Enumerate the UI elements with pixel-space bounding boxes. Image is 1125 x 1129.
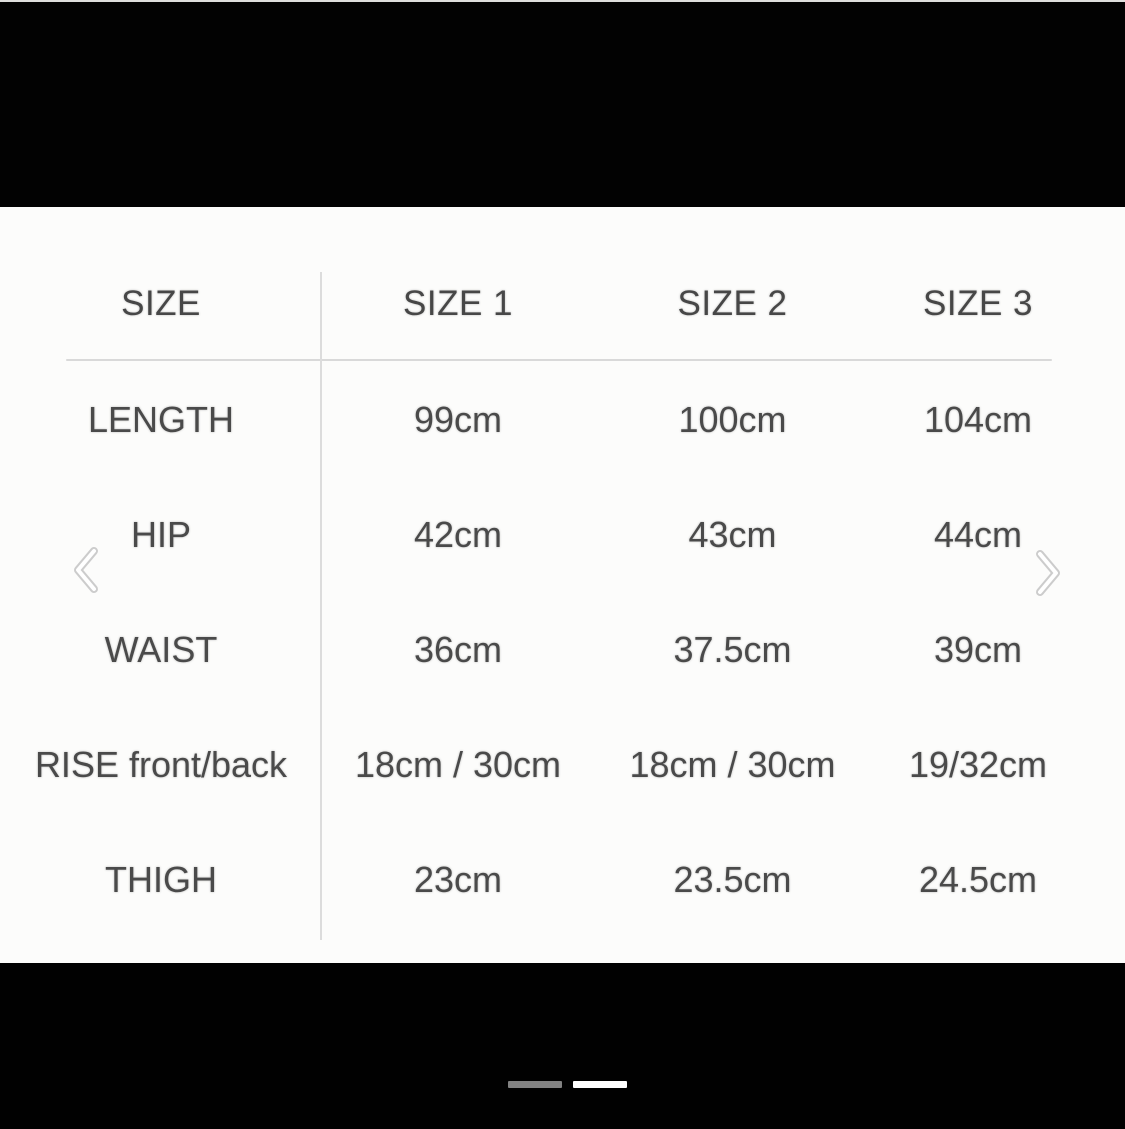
top-letterbox [0, 0, 1125, 207]
size-chart-body [0, 362, 1125, 937]
cell-value: 99cm [413, 398, 503, 440]
row-label: THIGH [105, 858, 217, 900]
table-row [0, 707, 1125, 822]
table-row [0, 592, 1125, 707]
size-chart-header-size1: SIZE 1 [403, 283, 513, 323]
size-chart-header-size: SIZE [121, 283, 201, 323]
carousel-next-button[interactable] [1028, 546, 1068, 602]
cell-value: 36cm [413, 628, 503, 670]
cell-value: 100cm [678, 398, 787, 440]
row-label: WAIST [104, 628, 218, 670]
cell-value: 18cm / 30cm [354, 743, 562, 785]
cell-value: 44cm [933, 513, 1023, 555]
cell-value: 37.5cm [673, 628, 792, 670]
row-label: RISE front/back [34, 743, 288, 785]
cell-value: 23cm [413, 858, 503, 900]
row-label: HIP [130, 513, 191, 555]
cell-value: 24.5cm [918, 858, 1038, 900]
bottom-letterbox [0, 963, 1125, 1129]
cell-value: 43cm [688, 513, 777, 555]
pagination-dash-active[interactable] [573, 1081, 627, 1088]
table-row [0, 822, 1125, 937]
cell-value: 18cm / 30cm [629, 743, 836, 785]
size-chart-slide [0, 207, 1125, 963]
size-chart-header-row [0, 207, 1125, 360]
cell-value: 39cm [933, 628, 1023, 670]
table-row [0, 362, 1125, 477]
chevron-right-icon [1030, 587, 1066, 602]
cell-value: 23.5cm [673, 858, 792, 900]
size-chart-header-size2: SIZE 2 [677, 283, 788, 323]
cell-value: 19/32cm [908, 743, 1048, 785]
chevron-left-icon [68, 584, 104, 599]
table-row [0, 477, 1125, 592]
cell-value: 104cm [923, 398, 1033, 440]
size-chart-header-size3: SIZE 3 [923, 283, 1033, 323]
carousel-prev-button[interactable] [66, 543, 106, 599]
cell-value: 42cm [413, 513, 503, 555]
table-header-divider [66, 359, 1052, 361]
pagination-dash-inactive[interactable] [508, 1081, 562, 1088]
row-label: LENGTH [87, 398, 235, 440]
